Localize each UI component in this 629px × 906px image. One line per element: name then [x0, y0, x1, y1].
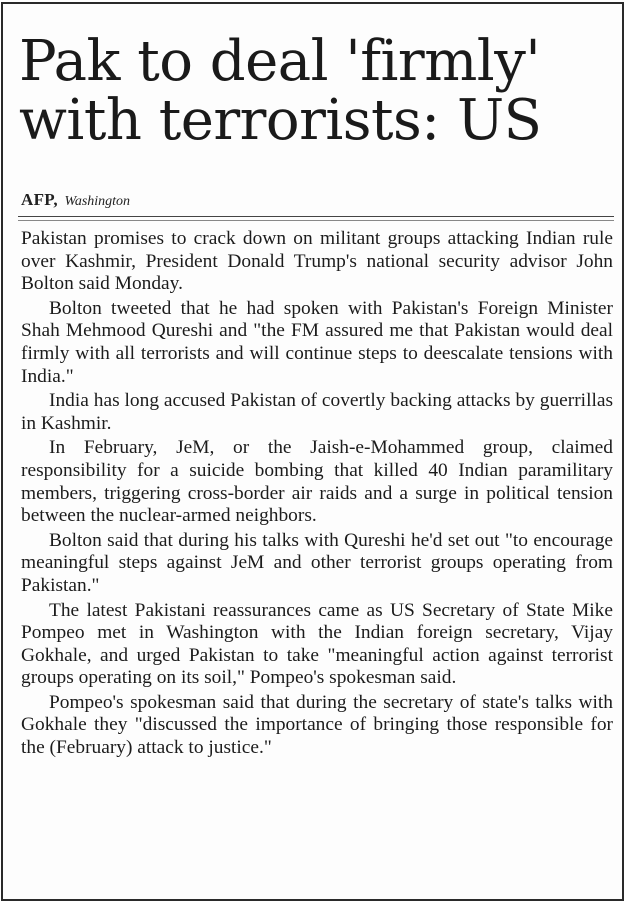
paragraph-5: Bolton said that during his talks with Qureshi he'd set out "to encourage meaningful steps against JeM and other terrorist groups operating from Pakistan."	[21, 529, 613, 596]
headline-line-2: with terrorists: US	[19, 88, 542, 153]
byline-dateline: Washington	[64, 194, 131, 209]
article-body	[21, 228, 613, 762]
divider-rule-secondary	[18, 220, 614, 221]
paragraph-7: Pompeo's spokesman said that during the secretary of state's talks with Gokhale they "discussed the importance of bringing those responsible for the (February) attack to justice."	[21, 691, 613, 759]
divider-rule	[18, 216, 614, 217]
paragraph-4: In February, JeM, or the Jaish-e-Mohammed group, claimed responsibility for a suicide bombing that killed 40 Indian paramilitary members, triggering cross-border air raids and a surge in political tension between the nuclear-armed neighbors.	[21, 437, 613, 527]
news-clipping	[1, 2, 624, 901]
paragraph-6: The latest Pakistani reassurances came as US Secretary of State Mike Pompeo met in Washington with the Indian foreign secretary, Vijay Gokhale, and urged Pakistan to take "meaningful action against terrorist groups operating on its soil," Pompeo's spokesman said.	[21, 599, 613, 689]
paragraph-1: Pakistan promises to crack down on militant groups attacking Indian rule over Kashmir, President Donald Trump's national security advisor John Bolton said Monday.	[21, 228, 613, 295]
byline	[21, 190, 130, 210]
paragraph-3: India has long accused Pakistan of covertly backing attacks by guerrillas in Kashmir.	[21, 390, 613, 434]
headline-line-1: Pak to deal 'firmly'	[19, 29, 541, 94]
paragraph-2: Bolton tweeted that he had spoken with Pakistan's Foreign Minister Shah Mehmood Qureshi and "the FM assured me that Pakistan would deal firmly with all terrorists and will continue steps to deescalate tensions with India."	[21, 297, 613, 387]
headline	[19, 29, 619, 153]
byline-agency: AFP,	[21, 190, 58, 209]
